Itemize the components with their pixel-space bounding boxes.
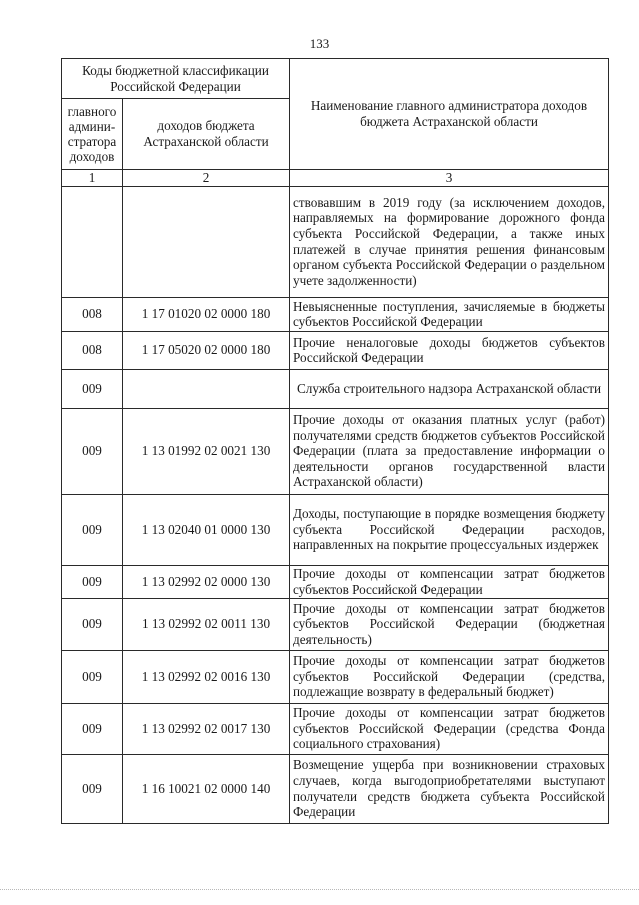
table-row bbox=[62, 494, 609, 565]
admin-code: 009 bbox=[62, 650, 123, 703]
table-row bbox=[62, 650, 609, 703]
col-number-3: 3 bbox=[290, 170, 609, 187]
income-code: 1 17 05020 02 0000 180 bbox=[123, 331, 290, 369]
income-name: ствовавшим в 2019 году (за исключением доходов, направляемых на формирование дорожного фонда субъекта Российской Федерации, а также иных платежей в случае принятия решения финансовым органом субъекта Российской Федерации о раздельном учете задолженности) bbox=[290, 186, 609, 297]
income-code: 1 13 02992 02 0011 130 bbox=[123, 598, 290, 650]
income-code: 1 16 10021 02 0000 140 bbox=[123, 754, 290, 823]
income-name: Прочие доходы от компенсации затрат бюджетов субъектов Российской Федерации bbox=[290, 565, 609, 598]
income-name: Невыясненные поступления, зачисляемые в бюджеты субъектов Российской Федерации bbox=[290, 297, 609, 331]
income-code: 1 17 01020 02 0000 180 bbox=[123, 297, 290, 331]
header-col2-title: доходов бюджета Астраханской области bbox=[123, 99, 290, 170]
admin-code: 009 bbox=[62, 369, 123, 408]
page-number: 133 bbox=[309, 36, 330, 51]
table-row bbox=[62, 408, 609, 494]
admin-code: 009 bbox=[62, 565, 123, 598]
income-code: 1 13 02992 02 0016 130 bbox=[123, 650, 290, 703]
admin-code: 009 bbox=[62, 703, 123, 754]
income-code: 1 13 02040 01 0000 130 bbox=[123, 494, 290, 565]
income-name: Возмещение ущерба при возникновении страховых случаев, когда выгодоприобретателями выступают получатели средств бюджета субъекта Российской Федерации bbox=[290, 754, 609, 823]
section-row bbox=[62, 369, 609, 408]
income-name: Прочие неналоговые доходы бюджетов субъектов Российской Федерации bbox=[290, 331, 609, 369]
table-row bbox=[62, 297, 609, 331]
column-number-row bbox=[62, 170, 609, 187]
table-row bbox=[62, 331, 609, 369]
income-code: 1 13 02992 02 0000 130 bbox=[123, 565, 290, 598]
income-name: Доходы, поступающие в порядке возмещения бюджету субъекта Российской Федерации расходов, направленных на покрытие процессуальных издержек bbox=[290, 494, 609, 565]
income-name: Прочие доходы от компенсации затрат бюджетов субъектов Российской Федерации (бюджетная деятельность) bbox=[290, 598, 609, 650]
table-row bbox=[62, 754, 609, 823]
header-col3-title: Наименование главного администратора доходов бюджета Астраханской области bbox=[290, 59, 609, 170]
income-code: 1 13 01992 02 0021 130 bbox=[123, 408, 290, 494]
col-number-1: 1 bbox=[62, 170, 123, 187]
table-row bbox=[62, 703, 609, 754]
admin-code: 008 bbox=[62, 331, 123, 369]
income-code: 1 13 02992 02 0017 130 bbox=[123, 703, 290, 754]
admin-code: 009 bbox=[62, 408, 123, 494]
admin-code bbox=[62, 186, 123, 297]
income-name: Прочие доходы от оказания платных услуг (работ) получателями средств бюджетов субъектов Российской Федерации (плата за предоставление информации о деятельности органов государственной власти Астраханской области) bbox=[290, 408, 609, 494]
table-row bbox=[62, 186, 609, 297]
col-number-2: 2 bbox=[123, 170, 290, 187]
admin-code: 008 bbox=[62, 297, 123, 331]
table-row bbox=[62, 565, 609, 598]
header-group-title: Коды бюджетной классификации Российской Федерации bbox=[62, 59, 290, 99]
scan-edge-line bbox=[0, 889, 639, 890]
header-col1-title: главного админи-стратора доходов bbox=[62, 99, 123, 170]
admin-code: 009 bbox=[62, 754, 123, 823]
income-code bbox=[123, 186, 290, 297]
section-title: Служба строительного надзора Астраханской области bbox=[290, 369, 609, 408]
admin-code: 009 bbox=[62, 494, 123, 565]
table-row bbox=[62, 598, 609, 650]
admin-code: 009 bbox=[62, 598, 123, 650]
header-row-group bbox=[62, 59, 609, 99]
budget-classification-table bbox=[61, 58, 609, 824]
income-name: Прочие доходы от компенсации затрат бюджетов субъектов Российской Федерации (средства Фонда социального страхования) bbox=[290, 703, 609, 754]
income-code bbox=[123, 369, 290, 408]
income-name: Прочие доходы от компенсации затрат бюджетов субъектов Российской Федерации (средства, подлежащие возврату в федеральный бюджет) bbox=[290, 650, 609, 703]
